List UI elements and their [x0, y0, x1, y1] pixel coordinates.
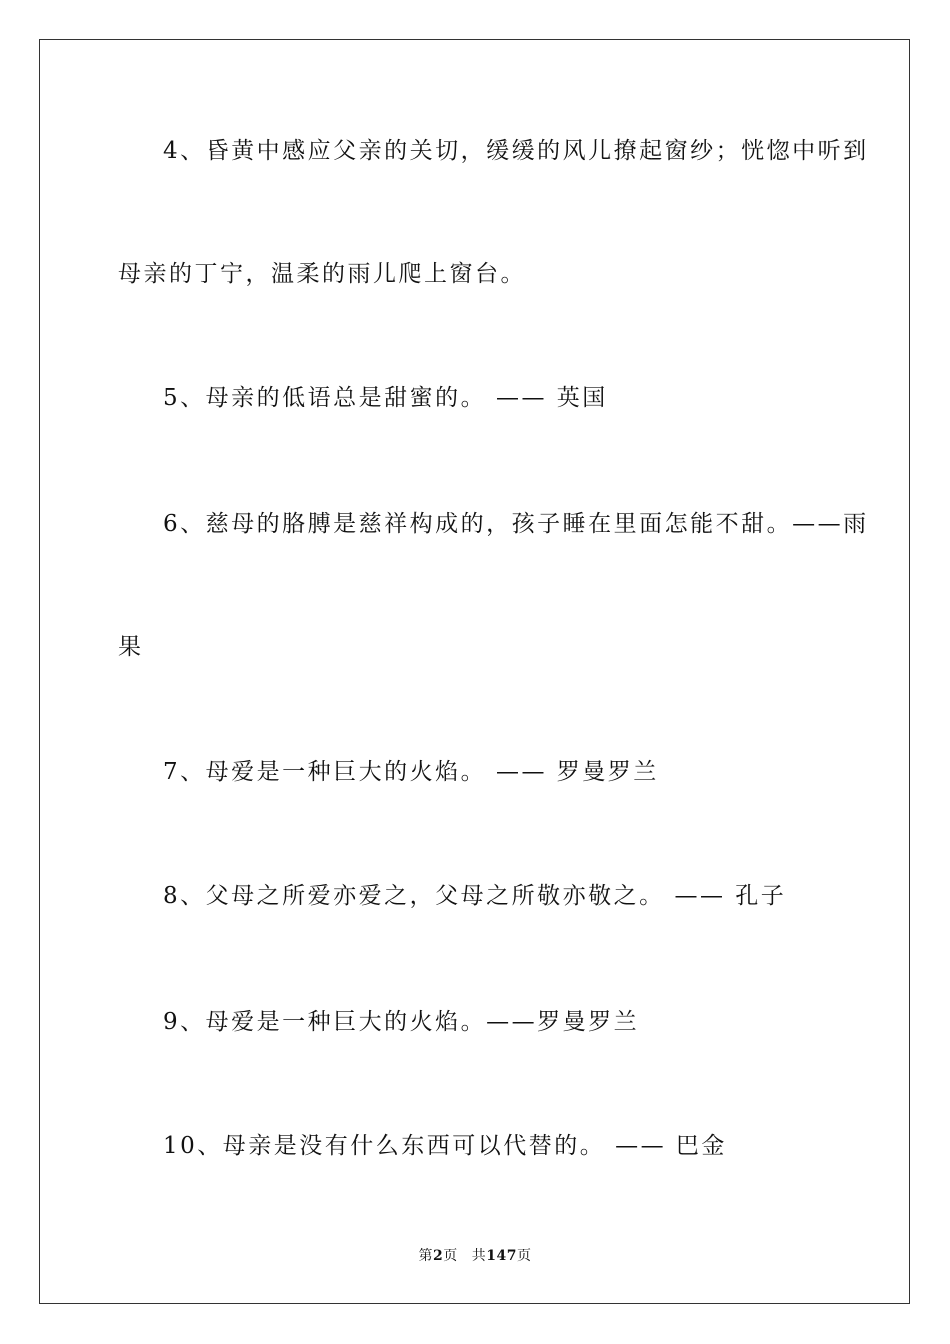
page-prefix: 第	[418, 1248, 433, 1264]
paragraph-10: 10、母亲是没有什么东西可以代替的。 —— 巴金	[163, 1133, 727, 1159]
paragraph-4-line-2: 母亲的丁宁，温柔的雨儿爬上窗台。	[118, 261, 526, 287]
page-suffix: 页	[443, 1248, 458, 1264]
paragraph-8: 8、父母之所爱亦爱之，父母之所敬亦敬之。 —— 孔子	[163, 883, 787, 909]
total-page-count: 147	[486, 1248, 517, 1264]
paragraph-9: 9、母爱是一种巨大的火焰。——罗曼罗兰	[163, 1009, 640, 1035]
paragraph-4-line-1: 4、昏黄中感应父亲的关切，缓缓的风儿撩起窗纱；恍惚中听到	[163, 138, 869, 164]
total-prefix: 共	[471, 1248, 487, 1264]
paragraph-7: 7、母爱是一种巨大的火焰。 —— 罗曼罗兰	[163, 759, 659, 785]
page-border	[39, 39, 910, 1304]
total-suffix: 页	[516, 1248, 532, 1264]
paragraph-5: 5、母亲的低语总是甜蜜的。 —— 英国	[163, 385, 608, 411]
page-footer	[0, 1246, 950, 1266]
paragraph-6-line-2: 果	[118, 634, 144, 660]
paragraph-6-line-1: 6、慈母的胳膊是慈祥构成的，孩子睡在里面怎能不甜。——雨	[163, 511, 869, 537]
current-page-number: 2	[433, 1248, 444, 1264]
